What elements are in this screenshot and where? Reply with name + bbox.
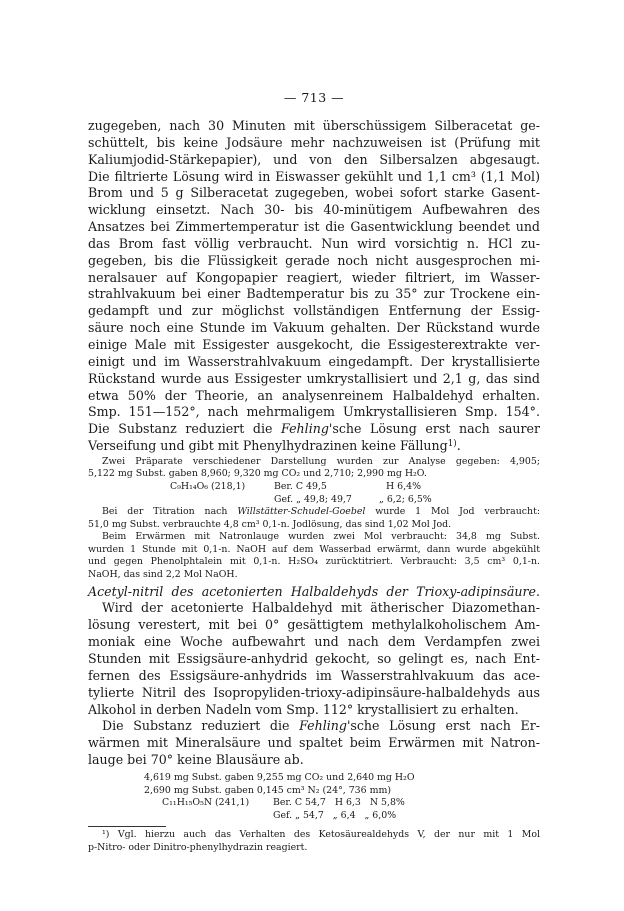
footnote-marker: 1) <box>447 439 457 450</box>
para1-line: strahlvakuum bei einer Badtemperatur bis zu 35° zur Trockene ein- <box>88 286 540 302</box>
footnote-line: ¹) Vgl. hierzu auch das Verhalten des Ketosäurealdehyds V, der nur mit 1 Mol <box>102 828 540 840</box>
analysis-2-gef: Gef. „ 54,7 „ 6,4 „ 6,0% <box>273 809 397 821</box>
titration-authors: Willstätter-Schudel-Goebel <box>237 506 366 518</box>
para1-line: einige Male mit Essigester ausgekocht, die Essigesterextrakte ver- <box>88 336 540 352</box>
text-run: wurde 1 Mol Jod verbraucht: <box>365 506 540 518</box>
para2-line: fernen des Essigsäure-anhydrids im Wasserstrahlvakuum das ace- <box>88 667 540 683</box>
para1-line: Ansatzes bei Zimmertemperatur ist die Gasentwicklung beendet und <box>88 219 540 235</box>
text-run: Die Substanz reduziert die <box>88 421 282 437</box>
analysis-1-ber: Ber. C 49,5 <box>274 481 327 493</box>
text-run: Bei der Titration nach <box>102 506 238 518</box>
analysis-2 <box>88 772 540 826</box>
para2-line: Stunden mit Essigsäure-anhydrid gekocht, so gelingt es, nach Ent- <box>88 651 540 666</box>
para1-line: das Brom fast völlig verbraucht. Nun wird vorsichtig n. HCl zu- <box>88 235 540 251</box>
para1-line: schüttelt, bis keine Jodsäure mehr nachzuweisen ist (Prüfung mit <box>88 134 540 150</box>
natron-line: Beim Erwärmen mit Natronlauge wurden zwei Mol verbraucht: 34,8 mg Subst. <box>102 531 540 543</box>
para1-line: Rückstand wurde aus Essigester umkrystallisiert und 2,1 g, das sind <box>88 370 540 386</box>
para1-line: Kaliumjodid-Stärkepapier), und von den Silbersalzen abgesaugt. <box>88 151 540 167</box>
titration-line-1 <box>88 506 540 519</box>
para3-line: wärmen mit Mineralsäure und spaltet beim Erwärmen mit Natron- <box>88 735 540 751</box>
natron-line: NaOH, das sind 2,2 Mol NaOH. <box>88 569 238 581</box>
para1-line: Brom und 5 g Silberacetat zugegeben, wobei sofort starke Gasent- <box>88 185 540 201</box>
para1-line: neralsauer auf Kongopapier reagiert, wieder filtriert, im Wasser- <box>88 269 540 285</box>
para2-line: moniak eine Woche aufbewahrt und nach dem Verdampfen zwei <box>88 634 540 650</box>
analysis-2-line-2: 2,690 mg Subst. gaben 0,145 cm³ N₂ (24°, 736 mm) <box>144 784 392 796</box>
analysis-1-formula: C₉H₁₄O₆ (218,1) <box>170 481 246 493</box>
paragraph-1-lines <box>88 118 540 421</box>
analysis-1-gef-h: „ 6,2; 6,5% <box>379 493 432 505</box>
text-run: 'sche Lösung erst nach saurer <box>328 421 540 437</box>
analysis-1 <box>88 456 540 582</box>
paragraph-3 <box>88 718 540 769</box>
analysis-1-line-2: 5,122 mg Subst. gaben 8,960; 9,320 mg CO₂ und 2,710; 2,990 mg H₂O. <box>88 468 427 480</box>
section-heading: Acetyl-nitril des acetonierten Halbaldehyds der Trioxy-adipinsäure. <box>88 583 540 599</box>
para1-line: säure noch eine Stunde im Vakuum gehalten. Der Rückstand wurde <box>88 320 540 336</box>
footnote <box>88 829 540 854</box>
para1-line: Smp. 151—152°, nach mehrmaligem Umkrystallisieren Smp. 154°. <box>88 404 540 420</box>
fehling-name: Fehling <box>281 421 329 437</box>
analysis-1-line-1: Zwei Präparate verschiedener Darstellung wurden zur Analyse gegeben: 4,905; <box>102 455 540 467</box>
paragraph-1-fehling-line: Die Substanz reduziert die Fehling'sche Lösung erst nach saurer Verseifung und gibt mit Phenylhydrazinen keine Fällung$^{1)}$. <box>88 421 540 454</box>
fehling-name: Fehling <box>299 718 347 734</box>
paragraph-1 <box>88 118 540 854</box>
analysis-2-ber: Ber. C 54,7 H 6,3 N 5,8% <box>273 797 405 809</box>
natron-line: und gegen Phenolphtalein mit 0,1-n. H₂SO₄ zurücktitriert. Verbraucht: 3,5 cm³ 0,1-n. <box>88 556 540 568</box>
natron-block <box>88 531 540 581</box>
text-run: 'sche Lösung erst nach Er- <box>346 718 540 734</box>
para1-line: etwa 50% der Theorie, an analysenreinem Halbaldehyd erhalten. <box>88 387 540 403</box>
analysis-1-formula-block <box>88 481 540 506</box>
para2-line: Alkohol in derben Nadeln vom Smp. 112° krystallisiert zu erhalten. <box>88 701 519 717</box>
analysis-2-line-1: 4,619 mg Subst. gaben 9,255 mg CO₂ und 2,640 mg H₂O <box>144 771 415 783</box>
para1-line: einigt und im Wasserstrahlvakuum eingedampft. Der krystallisierte <box>88 353 540 369</box>
para2-line: lösung verestert, mit bei 0° gesättigtem methylalkoholischem Am- <box>88 617 540 633</box>
analysis-2-formula: C₁₁H₁₅O₅N (241,1) <box>162 797 250 809</box>
para2-line: tylierte Nitril des Isopropyliden-trioxy-adipinsäure-halbaldehyds aus <box>88 684 540 700</box>
para1-line: gegeben, bis die Flüssigkeit gerade noch nicht ausgesprochen mi- <box>88 252 540 268</box>
analysis-1-gef: Gef. „ 49,8; 49,7 <box>274 493 352 505</box>
para1-line: wicklung einsetzt. Nach 30- bis 40-minütigem Aufbewahren des <box>88 202 540 218</box>
para3-line: lauge bei 70° keine Blausäure ab. <box>88 752 304 768</box>
analysis-1-ber-h: H 6,4% <box>386 481 421 493</box>
para2-line: Wird der acetonierte Halbaldehyd mit ätherischer Diazomethan- <box>102 600 540 616</box>
paragraph-3-lines <box>88 735 540 769</box>
footnote-rule <box>88 826 166 827</box>
para1-line: Die filtrierte Lösung wird in Eiswasser gekühlt und 1,1 cm³ (1,1 Mol) <box>88 168 540 184</box>
para1-line: gedampft und zur möglichst vollständigen Entfernung der Essig- <box>88 303 540 319</box>
footnote-separator <box>88 826 540 829</box>
text-run: Verseifung und gibt mit Phenylhydrazinen keine Fällung <box>88 438 448 454</box>
natron-line: wurden 1 Stunde mit 0,1-n. NaOH auf dem Wasserbad erwärmt, dann wurde abgekühlt <box>88 543 540 555</box>
titration-line-2: 51,0 mg Subst. verbrauchte 4,8 cm³ 0,1-n. Jodlösung, das sind 1,02 Mol Jod. <box>88 518 452 530</box>
footnote-line: p-Nitro- oder Dinitro-phenylhydrazin reagiert. <box>88 841 308 853</box>
page-number: — 713 — <box>283 90 345 105</box>
paragraph-2 <box>88 600 540 718</box>
text-run: Die Substanz reduziert die <box>102 718 300 734</box>
para1-line: zugegeben, nach 30 Minuten mit überschüssigem Silberacetat ge- <box>88 118 540 133</box>
